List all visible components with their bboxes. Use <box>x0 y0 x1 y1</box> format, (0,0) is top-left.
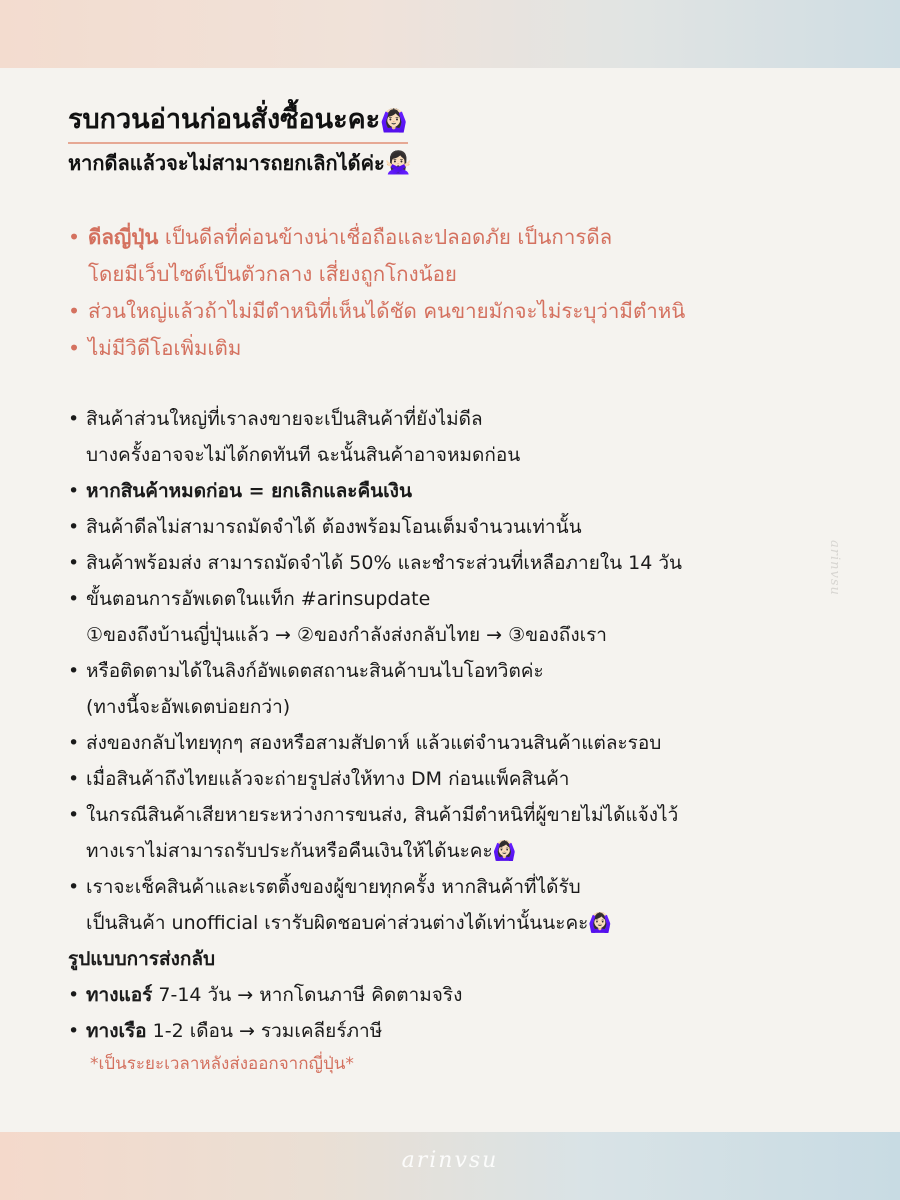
notice-content <box>68 100 848 1079</box>
shipping-section-title: รูปแบบการส่งกลับ <box>68 948 216 970</box>
info-text-line2: เป็นสินค้า unofficial เรารับผิดชอบค่าส่วนต่างได้เท่านั้นนะคะ🙆🏻‍♀️ <box>86 912 613 934</box>
warning-item <box>68 219 848 293</box>
shipping-list <box>68 977 848 1049</box>
shipping-note: *เป็นระยะเวลาหลังส่งออกจากญี่ปุ่น* <box>90 1054 354 1074</box>
info-item <box>68 797 848 869</box>
info-item <box>68 725 848 761</box>
top-gradient-band <box>0 0 900 68</box>
notice-title <box>68 100 408 144</box>
info-item <box>68 545 848 581</box>
info-item <box>68 509 848 545</box>
info-text-line2: (ทางนี้จะอัพเดตบ่อยกว่า) <box>86 696 291 718</box>
info-text: • ขั้นตอนการอัพเดตในแท็ก #arinsupdate <box>86 588 431 610</box>
shipping-sea-label: ทางเรือ <box>86 1020 147 1042</box>
info-text-line2: ทางเราไม่สามารถรับประกันหรือคืนเงินให้ได้นะคะ🙆🏻‍♀️ <box>86 840 517 862</box>
shipping-item-air <box>68 977 848 1013</box>
warning-text: ไม่มีวิดีโอเพิ่มเติม <box>88 336 242 360</box>
title-text: รบกวนอ่านก่อนสั่งซื้อนะคะ <box>68 104 381 135</box>
woman-gesturing-no-emoji-icon: 🙅🏻‍♀️ <box>384 151 413 176</box>
info-text: • เมื่อสินค้าถึงไทยแล้วจะถ่ายรูปส่งให้ทาง DM ก่อนแพ็คสินค้า <box>86 768 570 790</box>
info-item <box>68 653 848 725</box>
info-text: • หรือติดตามได้ในลิงก์อัพเดตสถานะสินค้าบนไบโอทวิตค่ะ <box>86 660 544 682</box>
info-text: • หากสินค้าหมดก่อน = ยกเลิกและคืนเงิน <box>86 480 412 502</box>
warning-text: เป็นดีลที่ค่อนข้างน่าเชื่อถือและปลอดภัย เป็นการดีล <box>158 225 613 249</box>
warning-list <box>68 219 848 367</box>
warning-text: ส่วนใหญ่แล้วถ้าไม่มีตำหนิที่เห็นได้ชัด คนขายมักจะไม่ระบุว่ามีตำหนิ <box>88 299 686 323</box>
info-item <box>68 869 848 941</box>
info-text: • ส่งของกลับไทยทุกๆ สองหรือสามสัปดาห์ แล้วแต่จำนวนสินค้าแต่ละรอบ <box>86 732 662 754</box>
woman-gesturing-ok-emoji-icon: 🙆🏻‍♀️ <box>380 109 408 134</box>
info-item <box>68 761 848 797</box>
info-text: • ในกรณีสินค้าเสียหายระหว่างการขนส่ง, สินค้ามีตำหนิที่ผู้ขายไม่ได้แจ้งไว้ <box>86 804 679 826</box>
info-item <box>68 581 848 653</box>
shipping-air-text: 7-14 วัน → หากโดนภาษี คิดตามจริง <box>152 984 463 1006</box>
info-text: • สินค้าส่วนใหญ่ที่เราลงขายจะเป็นสินค้าที่ยังไม่ดีล <box>86 408 483 430</box>
warning-item <box>68 330 848 367</box>
info-text-line2: บางครั้งอาจจะไม่ได้กดทันที ฉะนั้นสินค้าอาจหมดก่อน <box>86 444 521 466</box>
info-item <box>68 401 848 473</box>
shipping-air-label: ทางแอร์ <box>86 984 153 1006</box>
warning-bold-label: ดีลญี่ปุ่น <box>88 225 159 249</box>
notice-subtitle <box>68 146 848 181</box>
info-text: • สินค้าดีลไม่สามารถมัดจำได้ ต้องพร้อมโอนเต็มจำนวนเท่านั้น <box>86 516 582 538</box>
warning-item <box>68 293 848 330</box>
info-item <box>68 473 848 509</box>
warning-text-line2: โดยมีเว็บไซต์เป็นตัวกลาง เสี่ยงถูกโกงน้อย <box>88 262 457 286</box>
footer-watermark: arinvsu <box>401 1148 499 1173</box>
side-watermark: arinvsu <box>827 540 842 596</box>
info-text: • สินค้าพร้อมส่ง สามารถมัดจำได้ 50% และชำระส่วนที่เหลือภายใน 14 วัน <box>86 552 683 574</box>
info-text: • เราจะเช็คสินค้าและเรตติ้งของผู้ขายทุกครั้ง หากสินค้าที่ได้รับ <box>86 876 581 898</box>
shipping-item-sea <box>68 1013 848 1049</box>
shipping-sea-text: 1-2 เดือน → รวมเคลียร์ภาษี <box>146 1020 383 1042</box>
info-list <box>68 401 848 941</box>
info-text-line2: ①ของถึงบ้านญี่ปุ่นแล้ว → ②ของกำลังส่งกลับไทย → ③ของถึงเรา <box>86 624 607 646</box>
subtitle-text: หากดีลแล้วจะไม่สามารถยกเลิกได้ค่ะ <box>68 151 385 175</box>
